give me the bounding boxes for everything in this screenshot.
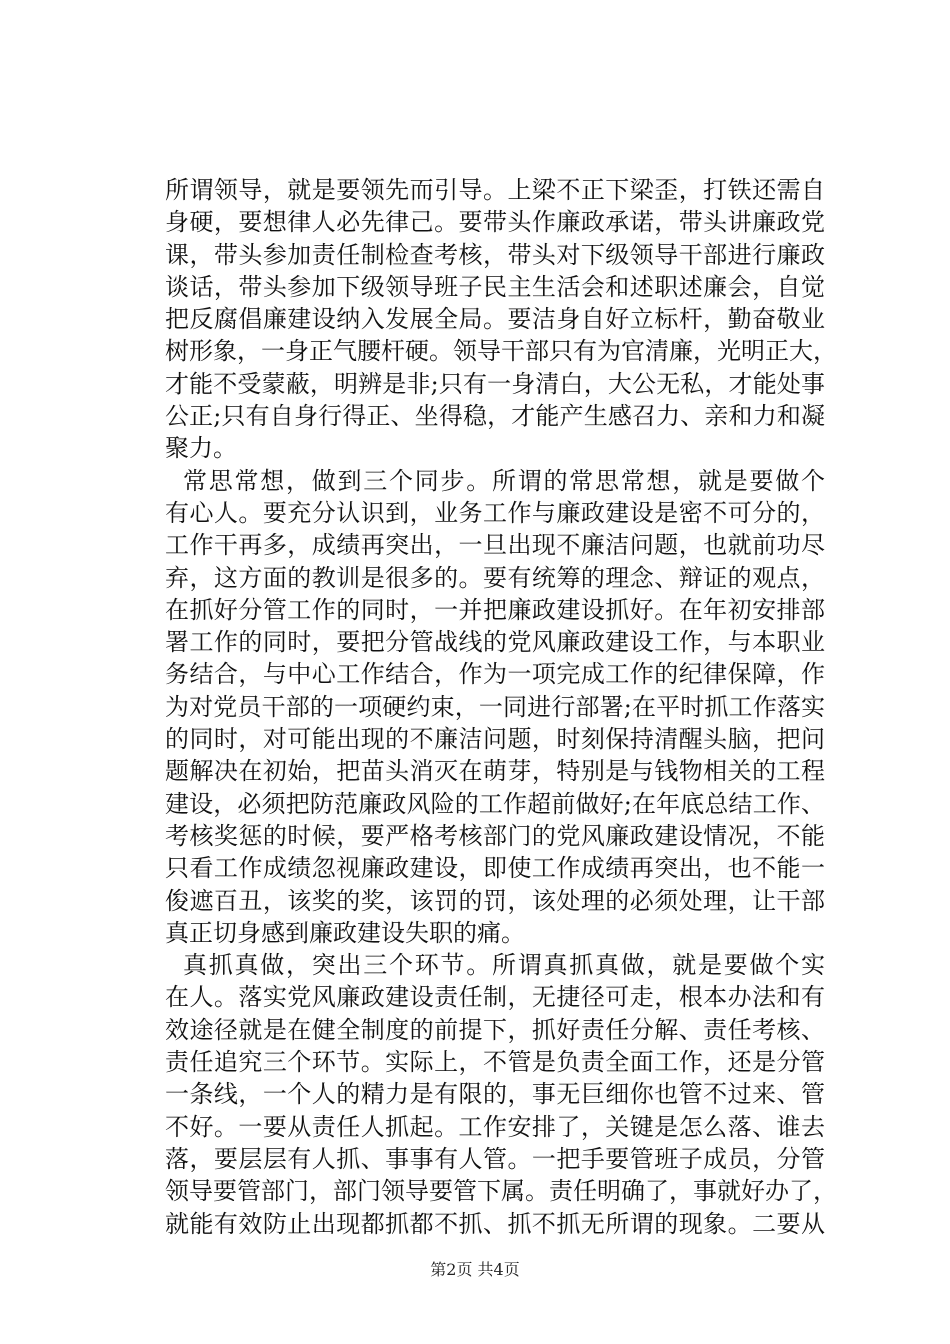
text-line: 的同时，对可能出现的不廉洁问题，时刻保持清醒头脑，把问 (165, 725, 825, 754)
text-line: 一条线，一个人的精力是有限的，事无巨细你也管不过来、管 (165, 1080, 825, 1109)
text-line: 就能有效防止出现都抓都不抓、抓不抓无所谓的现象。二要从 (165, 1209, 825, 1238)
text-line: 所谓领导，就是要领先而引导。上梁不正下梁歪，打铁还需自 (165, 176, 825, 204)
text-line: 署工作的同时，要把分管战线的党风廉政建设工作，与本职业 (165, 628, 825, 657)
text-line: 身硬，要想律人必先律己。要带头作廉政承诺，带头讲廉政党 (165, 208, 825, 237)
text-line: 聚力。 (165, 434, 237, 463)
text-line: 务结合，与中心工作结合，作为一项完成工作的纪律保障，作 (165, 660, 825, 689)
text-line: 考核奖惩的时候，要严格考核部门的党风廉政建设情况，不能 (165, 821, 825, 850)
text-line: 责任追究三个环节。实际上，不管是负责全面工作，还是分管 (165, 1048, 825, 1077)
text-line: 为对党员干部的一项硬约束，一同进行部署;在平时抓工作落实 (165, 692, 825, 721)
text-line: 不好。一要从责任人抓起。工作安排了，关键是怎么落、谁去 (165, 1112, 825, 1141)
body-text (165, 174, 837, 1240)
text-line: 有心人。要充分认识到，业务工作与廉政建设是密不可分的， (165, 498, 825, 527)
text-line: 才能不受蒙蔽，明辨是非;只有一身清白，大公无私，才能处事 (165, 369, 825, 398)
text-line: 在抓好分管工作的同时，一并把廉政建设抓好。在年初安排部 (165, 595, 825, 624)
text-line: 常思常想，做到三个同步。所谓的常思常想，就是要做个 (183, 466, 825, 495)
page-footer: 第2页 共4页 (430, 1260, 520, 1279)
text-line: 公正;只有自身行得正、坐得稳，才能产生感召力、亲和力和凝 (165, 402, 825, 431)
text-line: 工作干再多，成绩再突出，一旦出现不廉洁问题，也就前功尽 (165, 531, 825, 560)
text-line: 题解决在初始，把苗头消灭在萌芽，特别是与钱物相关的工程 (165, 757, 825, 786)
text-line: 在人。落实党风廉政建设责任制，无捷径可走，根本办法和有 (165, 983, 825, 1012)
text-line: 只看工作成绩忽视廉政建设，即使工作成绩再突出，也不能一 (165, 854, 825, 883)
text-line: 真正切身感到廉政建设失职的痛。 (165, 918, 525, 947)
text-line: 树形象，一身正气腰杆硬。领导干部只有为官清廉，光明正大， (165, 337, 837, 366)
text-line: 效途径就是在健全制度的前提下，抓好责任分解、责任考核、 (165, 1015, 825, 1044)
text-line: 真抓真做，突出三个环节。所谓真抓真做，就是要做个实 (183, 951, 825, 980)
text-line: 落，要层层有人抓、事事有人管。一把手要管班子成员，分管 (165, 1144, 825, 1173)
text-line: 课，带头参加责任制检查考核，带头对下级领导干部进行廉政 (165, 240, 825, 269)
text-line: 俊遮百丑，该奖的奖，该罚的罚，该处理的必须处理，让干部 (165, 886, 825, 915)
text-line: 谈话，带头参加下级领导班子民主生活会和述职述廉会，自觉 (165, 272, 825, 301)
text-line: 领导要管部门，部门领导要管下属。责任明确了，事就好办了， (165, 1177, 837, 1206)
text-line: 弃，这方面的教训是很多的。要有统筹的理念、辩证的观点， (165, 563, 825, 592)
text-line: 建设，必须把防范廉政风险的工作超前做好;在年底总结工作、 (165, 789, 825, 818)
text-line: 把反腐倡廉建设纳入发展全局。要洁身自好立标杆，勤奋敬业 (165, 305, 825, 334)
